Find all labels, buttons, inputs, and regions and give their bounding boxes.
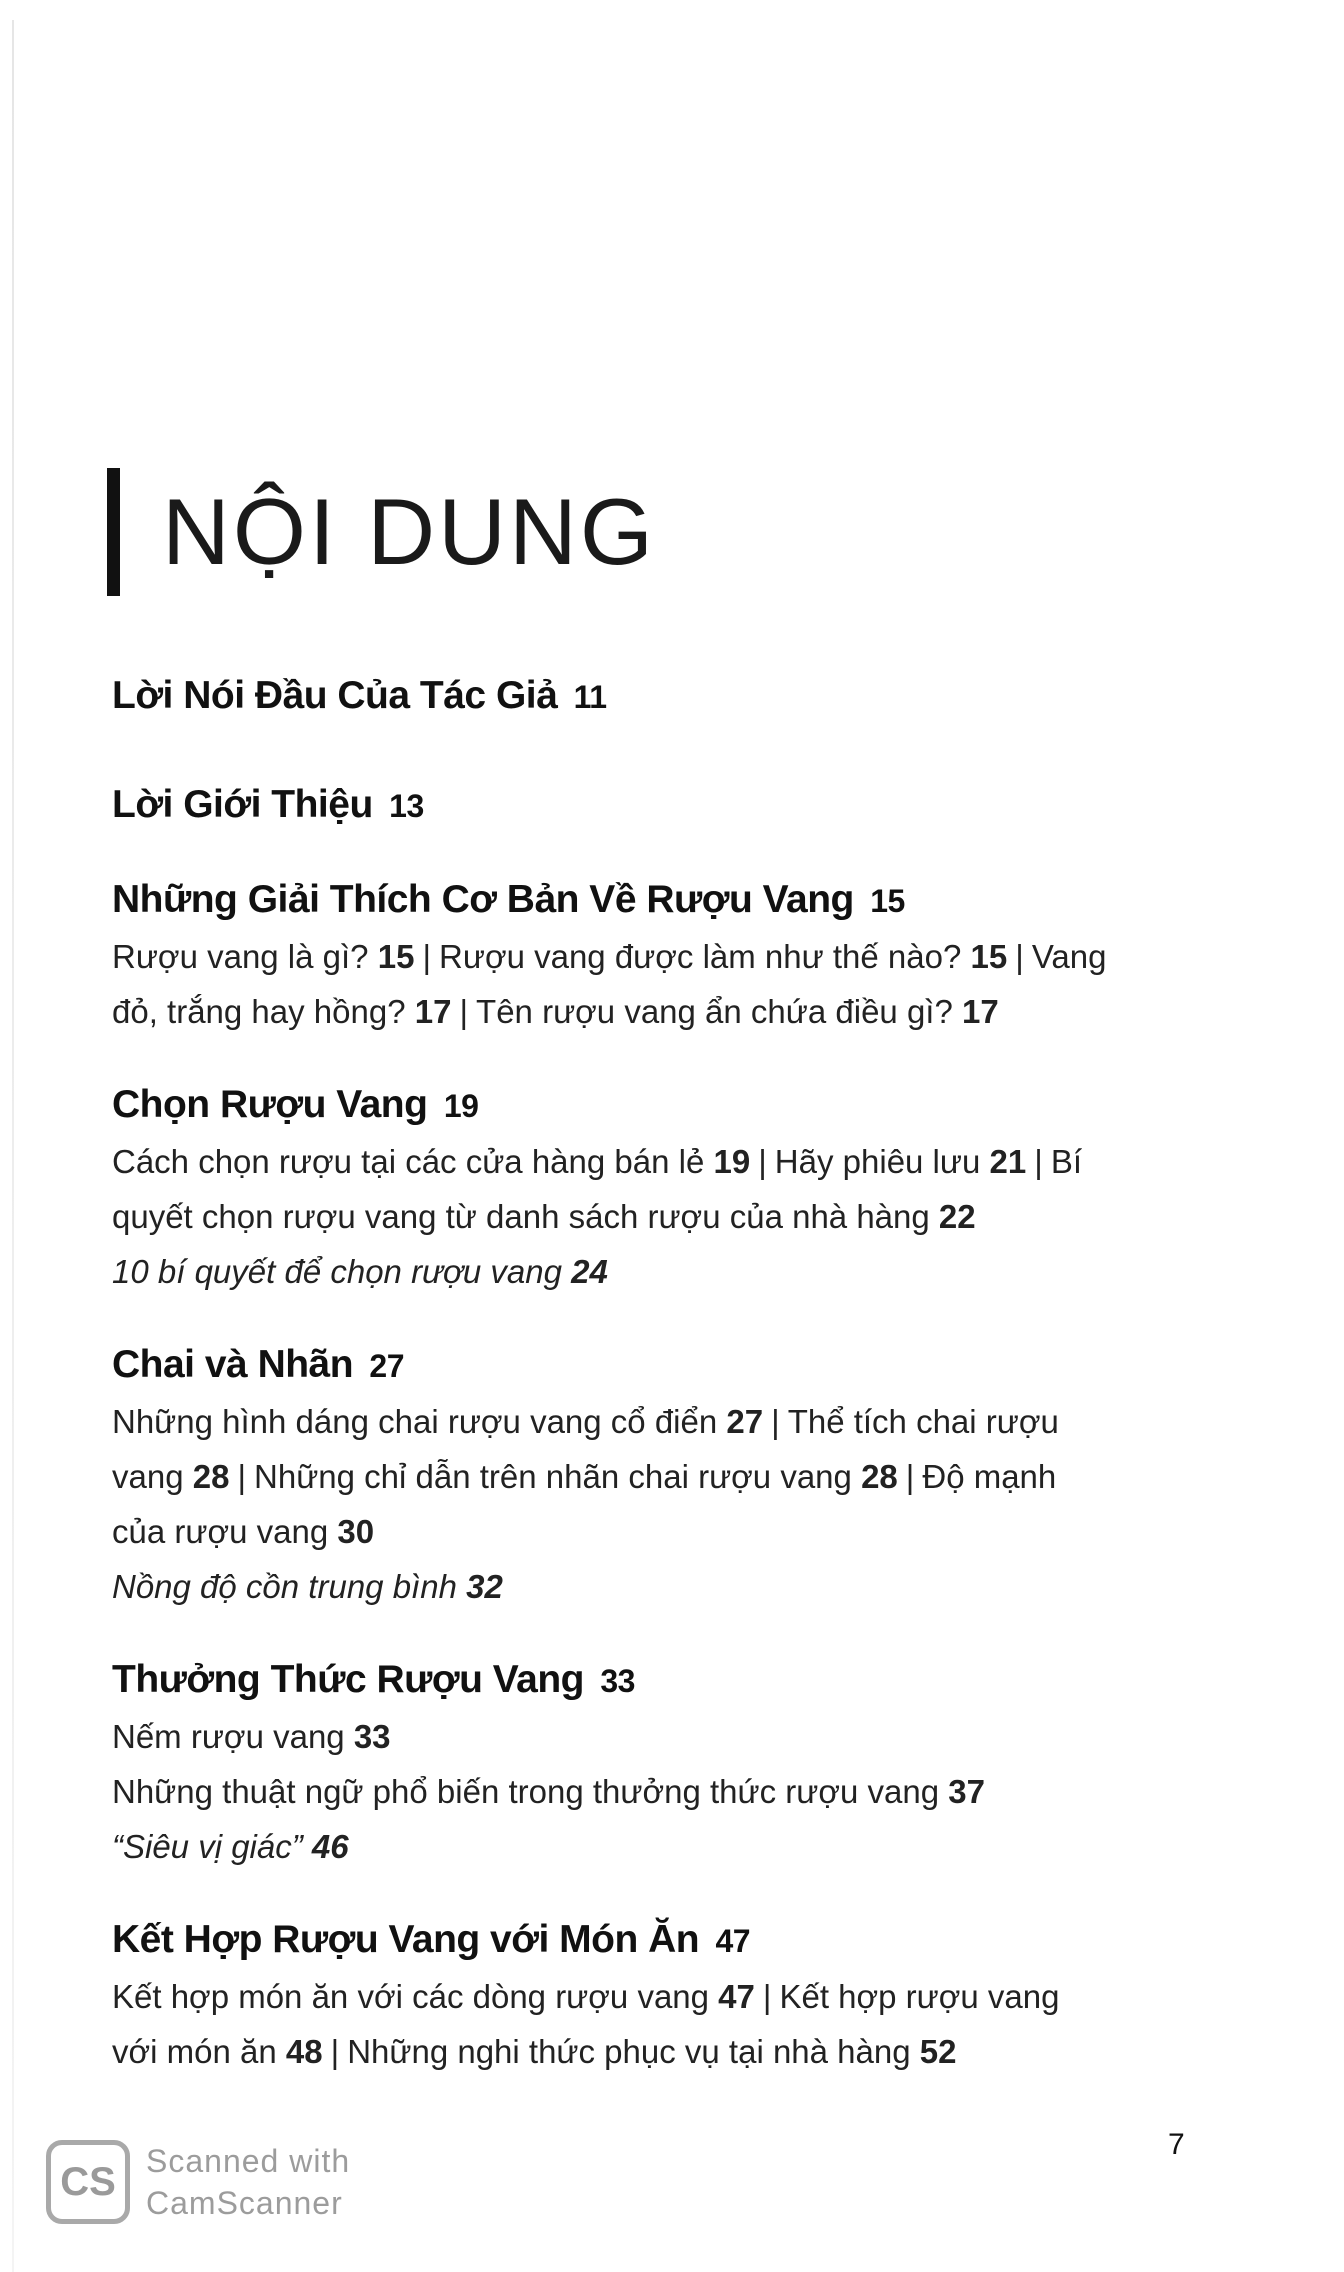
toc-entry-line [112, 1189, 1202, 1244]
page-number: 7 [1168, 2128, 1185, 2161]
toc-entry-line [112, 1394, 1202, 1449]
entry-text: của rượu vang [112, 1513, 338, 1550]
toc-entry-line [112, 984, 1202, 1039]
toc-section-title[interactable] [112, 872, 1202, 929]
section-page-number: 13 [389, 788, 424, 824]
entry-page-number: 47 [718, 1978, 755, 2015]
section-title-text: Lời Nói Đầu Của Tác Giả [112, 674, 558, 717]
entry-page-number: 22 [938, 1198, 976, 1235]
entry-text: Tên rượu vang ẩn chứa điều gì? [476, 993, 962, 1030]
entry-separator: | [237, 1458, 247, 1495]
toc-entry-line [112, 1709, 1202, 1764]
toc-entry-line [112, 1449, 1202, 1504]
entry-text: Bí [1050, 1143, 1082, 1180]
entry-text: Thể tích chai rượu [787, 1403, 1059, 1440]
entry-text: Những thuật ngữ phổ biến trong thưởng thức rượu vang [112, 1773, 949, 1810]
page-edge [12, 20, 14, 2272]
toc-section [112, 872, 1202, 1039]
entry-text: Kết hợp rượu vang [779, 1978, 1060, 2015]
entry-page-number: 28 [861, 1458, 898, 1495]
entry-page-number: 30 [337, 1513, 375, 1550]
toc-entry-line [112, 1244, 1202, 1299]
entry-page-number: 17 [414, 993, 452, 1030]
entry-text: đỏ, trắng hay hồng? [112, 993, 415, 1030]
section-page-number: 19 [443, 1088, 479, 1124]
entry-text: Độ mạnh [922, 1458, 1057, 1495]
toc-section [112, 1337, 1202, 1614]
entry-page-number: 27 [726, 1403, 764, 1440]
entry-separator: | [758, 1143, 767, 1180]
entry-separator: | [330, 2033, 340, 2070]
toc-section [112, 777, 1202, 834]
toc-section [112, 1652, 1202, 1874]
entry-text: Nếm rượu vang [112, 1718, 354, 1755]
section-page-number: 27 [369, 1348, 405, 1384]
entry-text: “Siêu vị giác” [112, 1828, 312, 1865]
toc-section-title[interactable] [112, 1077, 1202, 1134]
toc-entry-line [112, 2024, 1202, 2079]
entry-separator: | [422, 938, 432, 975]
section-title-text: Chọn Rượu Vang [112, 1083, 428, 1126]
entry-page-number: 48 [285, 2033, 323, 2070]
entry-separator: | [771, 1403, 780, 1440]
section-page-number: 15 [870, 883, 905, 919]
watermark-line2: CamScanner [146, 2185, 343, 2221]
entry-text: 10 bí quyết để chọn rượu vang [112, 1253, 572, 1290]
entry-page-number: 21 [989, 1143, 1027, 1180]
entry-separator: | [1015, 938, 1024, 975]
entry-separator: | [459, 993, 469, 1030]
toc-section [112, 1912, 1202, 2079]
entry-page-number: 19 [713, 1143, 751, 1180]
heading-bar [107, 468, 120, 596]
toc-section-title[interactable] [112, 1337, 1202, 1394]
toc-section-title[interactable] [112, 777, 1202, 834]
entry-text: Vang [1031, 938, 1107, 975]
entry-separator: | [762, 1978, 772, 2015]
contents-heading [107, 468, 656, 596]
entry-separator: | [1034, 1143, 1043, 1180]
entry-page-number: 24 [571, 1253, 608, 1290]
toc-entry-line [112, 1504, 1202, 1559]
entry-text: với món ăn [112, 2033, 286, 2070]
section-title-text: Những Giải Thích Cơ Bản Về Rượu Vang [112, 878, 854, 921]
toc-section-title[interactable] [112, 1912, 1202, 1969]
toc-entry-line [112, 1134, 1202, 1189]
entry-text: Nồng độ cồn trung bình [112, 1568, 467, 1605]
entry-page-number: 15 [377, 938, 415, 975]
entry-page-number: 46 [311, 1828, 349, 1865]
heading-text: NỘI DUNG [162, 479, 656, 584]
section-page-number: 11 [573, 679, 607, 715]
entry-page-number: 28 [192, 1458, 230, 1495]
toc-entry-line [112, 929, 1202, 984]
entry-page-number: 37 [948, 1773, 985, 1810]
toc-section [112, 1077, 1202, 1299]
section-title-text: Lời Giới Thiệu [112, 783, 373, 826]
entry-page-number: 52 [919, 2033, 957, 2070]
section-page-number: 47 [715, 1923, 751, 1959]
entry-text: Những chỉ dẫn trên nhãn chai rượu vang [254, 1458, 862, 1495]
entry-page-number: 33 [353, 1718, 391, 1755]
entry-text: Rượu vang là gì? [112, 938, 378, 975]
entry-page-number: 17 [962, 993, 999, 1030]
toc-section-title[interactable] [112, 668, 1202, 725]
entry-text: Rượu vang được làm như thế nào? [439, 938, 971, 975]
section-title-text: Chai và Nhãn [112, 1343, 354, 1386]
section-title-text: Thưởng Thức Rượu Vang [112, 1658, 584, 1701]
camscanner-logo-icon: CS [46, 2140, 130, 2224]
toc-entry-line [112, 1819, 1202, 1874]
entry-text: Những hình dáng chai rượu vang cổ điển [112, 1403, 727, 1440]
toc-section-title[interactable] [112, 1652, 1202, 1709]
entry-text: vang [112, 1458, 193, 1495]
entry-page-number: 32 [466, 1568, 503, 1605]
toc-entry-line [112, 1969, 1202, 2024]
entry-text: Kết hợp món ăn với các dòng rượu vang [112, 1978, 719, 2015]
entry-page-number: 15 [970, 938, 1008, 975]
entry-separator: | [905, 1458, 915, 1495]
table-of-contents [112, 668, 1202, 2117]
entry-text: Cách chọn rượu tại các cửa hàng bán lẻ [112, 1143, 714, 1180]
toc-entry-line [112, 1559, 1202, 1614]
entry-text: Hãy phiêu lưu [774, 1143, 990, 1180]
section-title-text: Kết Hợp Rượu Vang với Món Ăn [112, 1918, 700, 1961]
entry-text: quyết chọn rượu vang từ danh sách rượu của nhà hàng [112, 1198, 939, 1235]
toc-section [112, 668, 1202, 725]
entry-text: Những nghi thức phục vụ tại nhà hàng [347, 2033, 920, 2070]
camscanner-watermark [46, 2140, 350, 2224]
watermark-line1: Scanned with [146, 2143, 351, 2179]
section-page-number: 33 [600, 1663, 635, 1699]
toc-entry-line [112, 1764, 1202, 1819]
